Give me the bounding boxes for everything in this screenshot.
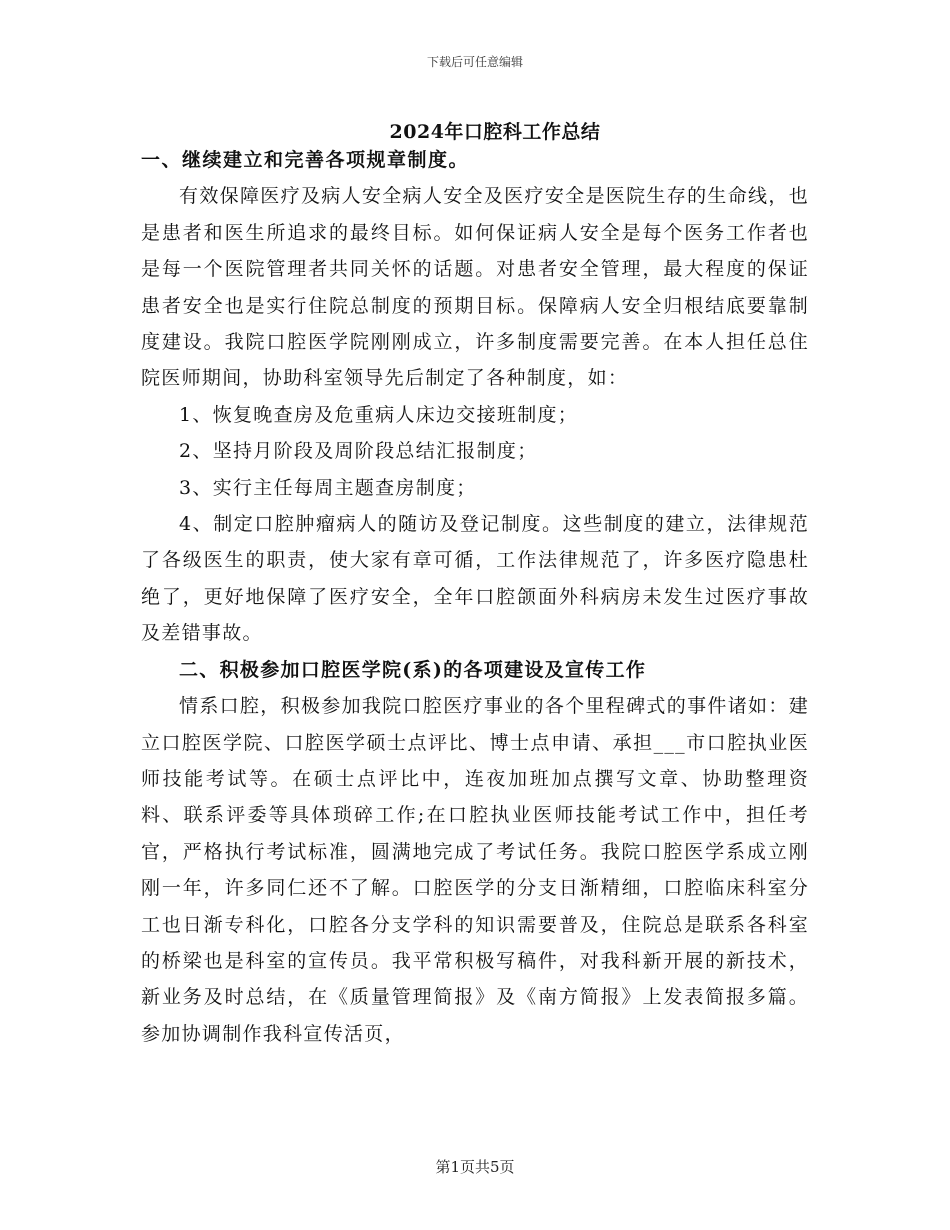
section-heading-2: 二、积极参加口腔医学院(系)的各项建设及宣传工作 (179, 658, 647, 681)
list-item: 3、实行主任每周主题查房制度； (179, 476, 477, 499)
document-body (141, 142, 809, 1052)
list-item: 2、坚持月阶段及周阶段总结汇报制度； (179, 440, 538, 463)
list-item: 4、制定口腔肿瘤病人的随访及登记制度。这些制度的建立，法律规范了各级医生的职责，使大家有章可循，工作法律规范了，许多医疗隐患杜绝了，更好地保障了医疗安全，全年口腔颌面外科病房未发生过医疗事故及差错事故。 (141, 513, 809, 645)
list-item: 1、恢复晚查房及危重病人床边交接班制度； (179, 403, 579, 426)
document-title: 2024年口腔科工作总结 (389, 121, 601, 143)
page-number: 第1页共5页 (435, 1158, 515, 1176)
paragraph: 有效保障医疗及病人安全病人安全及医疗安全是医院生存的生命线，也是患者和医生所追求的最终目标。如何保证病人安全是每个医务工作者也是每一个医院管理者共同关怀的话题。对患者安全管理，最大程度的保证患者安全也是实行住院总制度的预期目标。保障病人安全归根结底要靠制度建设。我院口腔医学院刚刚成立，许多制度需要完善。在本人担任总住院医师期间，协助科室领导先后制定了各种制度，如： (141, 185, 809, 390)
header-note: 下载后可任意编辑 (426, 55, 523, 69)
section-heading-1: 一、继续建立和完善各项规章制度。 (141, 149, 470, 171)
paragraph: 情系口腔，积极参加我院口腔医疗事业的各个里程碑式的事件诸如：建立口腔医学院、口腔医学硕士点评比、博士点申请、承担___市口腔执业医师技能考试等。在硕士点评比中，连夜加班加点撰写文章、协助整理资料、联系评委等具体琐碎工作;在口腔执业医师技能考试工作中，担任考官，严格执行考试标准，圆满地完成了考试任务。我院口腔医学系成立刚刚一年，许多同仁还不了解。口腔医学的分支日渐精细，口腔临床科室分工也日渐专科化，口腔各分支学科的知识需要普及，住院总是联系各科室的桥梁也是科室的宣传员。我平常积极写稿件，对我科新开展的新技术，新业务及时总结，在《质量管理简报》及《南方简报》上发表简报多篇。参加协调制作我科宣传活页， (141, 695, 809, 1045)
